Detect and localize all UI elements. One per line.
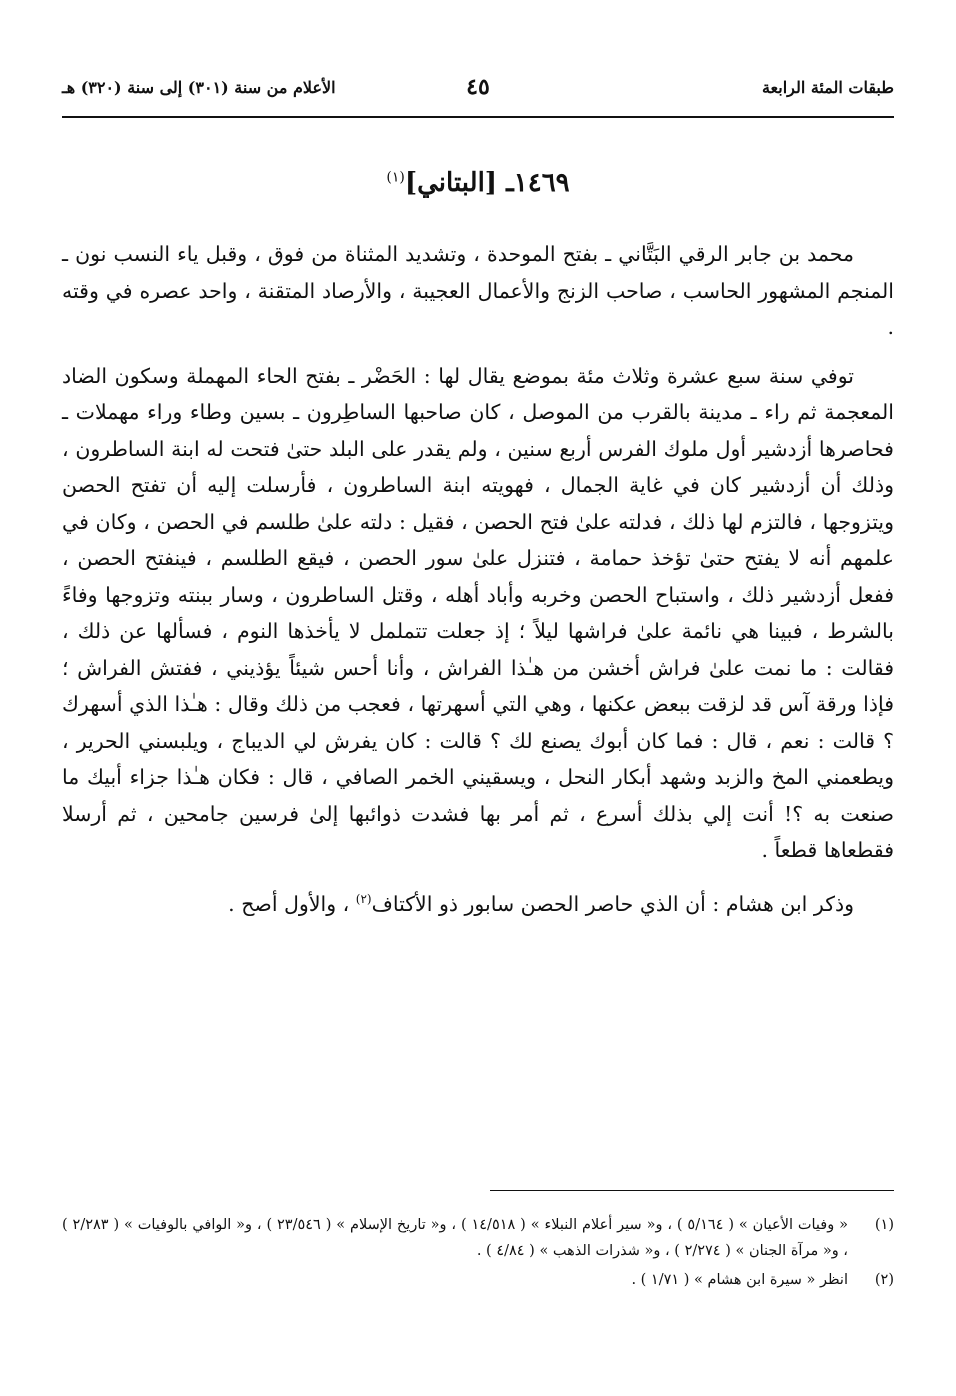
paragraph-ibn-hisham-end: ، والأول أصح . bbox=[228, 891, 356, 916]
header-volume-range: الأعلام من سنة (٣٠١) إلى سنة (٣٢٠) هـ bbox=[62, 78, 336, 97]
page-number: ٤٥ bbox=[466, 74, 490, 100]
entry-title bbox=[62, 168, 894, 198]
footnote-text: « وفيات الأعيان » ( ٥/١٦٤ ) ، و« سير أعلام النبلاء » ( ١٤/٥١٨ ) ، و« تاريخ الإسلام » ( ٢٣/٥٤٦ ) ، و« الوافي بالوفيات » ( ٢/٢٨٣ ) ، و« مرآة الجنان » ( ٢/٢٧٤ ) ، و« شذرات الذهب » ( ٤/٨٤ ) . bbox=[62, 1217, 848, 1259]
footnote-item bbox=[62, 1212, 894, 1264]
paragraph-ibn-hisham-text: وذكر ابن هشام : أن الذي حاصر الحصن سابور ذو الأكتاف bbox=[371, 891, 854, 916]
entry-title-footnote-ref[interactable]: (١) bbox=[386, 169, 405, 186]
footnote-number: (١) bbox=[874, 1217, 894, 1233]
paragraph-death-story: توفي سنة سبع عشرة وثلاث مئة بموضع يقال لها : الحَضْر ـ بفتح الحاء المهملة وسكون الضاد المعجمة ثم راء ـ مدينة بالقرب من الموصل ، كان صاحبها الساطِرون ـ بسين وطاء وراء مهملات ـ فحاصرها أزدشير أول ملوك الفرس أربع سنين ، ولم يقدر على البلد حتىٰ فتحت له ابنة الساطرون ، وذلك أن أزدشير كان في غاية الجمال ، فهويته ابنة الساطرون ، فأرسلت إليه أن تفتح الحصن ويتزوجها ، فالتزم لها ذلك ، فدلته علىٰ فتح الحصن ، فقيل : دلته علىٰ طلسم في الحصن ، وكان في علمهم أنه لا يفتح حتىٰ تؤخذ حمامة ، فتنزل علىٰ سور الحصن ، فيقع الطلسم ، فينفتح الحصن ، ففعل أزدشير ذلك ، واستباح الحصن وخربه وأباد أهله ، وقتل الساطرون ، وسار ببنته وتزوجها وفاءً بالشرط ، فبينا هي نائمة علىٰ فراشها ليلاً ؛ إذ جعلت تتململ لا يأخذها النوم ، فسألها عن ذلك ، فقالت : ما نمت علىٰ فراش أخشن من هـٰذا الفراش ، وأنا أحس شيئاً يؤذيني ، ففتش الفراش ؛ فإذا ورقة آس قد لزقت ببعض عكنها ، وهي التي أسهرتها ، فعجب من ذلك وقال : هـٰذا الذي أسهرك ؟ قالت : نعم ، قال : فما كان أبوك يصنع لك ؟ قالت : كان يفرش لي الديباج ، ويلبسني الحرير ، ويطعمني المخ والزبد وشهد أبكار النحل ، ويسقيني الخمر الصافي ، قال : فكان هـٰذا جزاء أبيك ما صنعت به ؟! أنت إلي بذلك أسرع ، ثم أمر بها فشدت ذوائبها إلىٰ فرسين جامحين ، ثم أرسلا فقطعاها قطعاً . bbox=[62, 363, 894, 862]
footnote-item bbox=[62, 1267, 894, 1293]
footnote-divider bbox=[490, 1190, 894, 1191]
body-footnote-ref[interactable]: (٢) bbox=[355, 891, 372, 906]
header-divider bbox=[62, 116, 894, 118]
footnote-number: (٢) bbox=[874, 1272, 894, 1288]
entry-title-text: ١٤٦٩ـ [البتاني] bbox=[404, 168, 570, 198]
entry-body bbox=[62, 236, 894, 934]
header-section-title: طبقات المئة الرابعة bbox=[761, 78, 894, 97]
paragraph-ibn-hisham bbox=[62, 881, 894, 922]
footnotes bbox=[62, 1212, 894, 1296]
running-header bbox=[62, 74, 894, 112]
paragraph-biography: محمد بن جابر الرقي البَتَّاني ـ بفتح الموحدة ، وتشديد المثناة من فوق ، وقبل ياء النسب نون ـ المنجم المشهور الحاسب ، صاحب الزنج والأعمال العجيبة ، والأرصاد المتقنة ، واحد عصره في وقته . bbox=[62, 242, 894, 339]
footnote-text: انظر « سيرة ابن هشام » ( ١/٧١ ) . bbox=[631, 1272, 848, 1288]
